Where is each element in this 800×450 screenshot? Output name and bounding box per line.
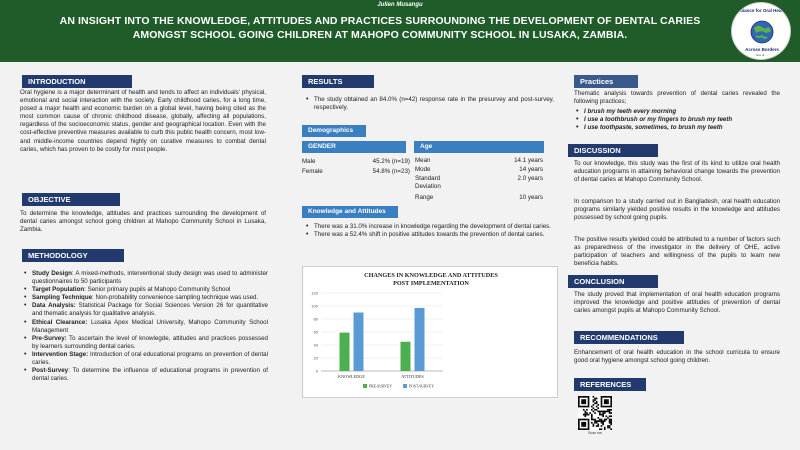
chart-title: CHANGES IN KNOWLEDGE AND ATTITUDES [364, 272, 498, 279]
objective-text: To determine the knowledge, attitudes and practices surrounding the development of dental caries amongst school going children at Mahopo Community School in Lusaka, Zambia. [20, 210, 266, 234]
method-item: • Target Population: Senior primary pupils at Mahopo Community School [24, 286, 268, 294]
conclusion-text: The study proved that implementation of oral health education programs improved the knowledge and positive attitudes of prevention of dental caries amongst pupils at Mahopo Community School. [574, 291, 780, 315]
results-bullet: • The study obtained an 84.0% (n=42) response rate in the presurvey and post-survey, respectively. [306, 96, 554, 112]
method-item: • Ethical Clearance: Lusaka Apex Medical University, Mahopo Community School Management [24, 319, 268, 335]
qr-code-icon [578, 396, 612, 430]
discussion-paragraph-2: In comparison to a study carried out in Bangladesh, oral health education programs similarly yielded positive results in the knowledge and attitudes possessed by school going pupils. [574, 198, 780, 222]
logo-motto: Est. & ... [756, 53, 768, 57]
discussion-paragraph-3: The positive results yielded could be attributed to a number of factors such as preparedness of the investigator in the delivery of OHE, active participation of teachers and willingness of the pupils to learn new beneficia habits. [574, 236, 780, 268]
recommendations-text: Enhancement of oral health education in the school curricula to ensure good oral hygiene amongst school going children. [574, 349, 780, 365]
knowledge-bullet: • There was a 31.0% increase in knowledge regarding the development of dental caries. [306, 223, 554, 231]
y-tick-label: 60 [313, 329, 318, 335]
method-item: • Study Design: A mixed-methods, interventional study design was used to administer questionnaires to 50 participants [24, 270, 268, 286]
introduction-heading: INTRODUCTION [22, 75, 132, 88]
legend-label: POST-SURVEY [409, 384, 435, 389]
references-heading: REFERENCES [574, 378, 646, 391]
qr-label: Scan me [588, 431, 602, 435]
y-tick-label: 120 [311, 290, 318, 296]
y-tick-label: 0 [315, 368, 318, 374]
y-tick-label: 100 [311, 303, 318, 309]
methodology-heading: METHODOLOGY [22, 249, 124, 262]
demographics-heading: Demographics [302, 125, 366, 137]
x-category-label: ATTITUDES [401, 374, 424, 379]
author-name: Julien Musangu [377, 2, 423, 8]
results-list [306, 96, 554, 112]
practice-item: • I use a toothbrush or my fingers to brush my teeth [576, 116, 782, 124]
practice-item: • I use toothpaste, sometimes, to brush my teeth [576, 124, 782, 132]
legend-label: PRE-SURVEY [369, 384, 393, 389]
method-item: • Pre-Survey: To ascertain the level of knowlegde, attitudes and practices possessed by learners surrounding dental caries. [24, 335, 268, 351]
objective-heading: OBJECTIVE [22, 193, 120, 206]
practice-item: • I brush my teeth every morning [576, 108, 782, 116]
age-heading: Age [414, 141, 544, 153]
bar [415, 308, 425, 371]
results-heading: RESULTS [302, 75, 374, 88]
logo-text-top: Alliance for Oral Health [737, 8, 787, 13]
x-category-label: KNOWLEDGE [338, 374, 365, 379]
legend-swatch [403, 384, 407, 388]
legend-swatch [363, 384, 367, 388]
conclusion-heading: CONCLUSION [568, 275, 658, 288]
y-tick-label: 40 [313, 342, 318, 348]
discussion-paragraph-1: To our knowledge, this study was the first of its kind to utilize oral health education programs in attaining behavioral change towards the prevention of dental caries at Mahopo Community School. [574, 160, 780, 184]
gender-heading: GENDER [302, 141, 406, 153]
y-tick-label: 80 [313, 316, 318, 322]
poster-header [0, 0, 800, 62]
bar [401, 342, 411, 371]
introduction-text: Oral hygiene is a major determinant of health and tends to affect an individuals' physical, emotional and social interaction with the society. Early childhood caries, for a long time, posed a major health and economic burden on a global level, having being cited as the most common cause of chronic childhood disease, globally, affecting all populations, regardless of the socioeconomic status, gender and geographical location. Even with the cost-effective preventive measures available to curb this public health concern, most low- and middle-income countries depend highly on curative measures to combat dental caries, which has proven to be costly for most people. [20, 89, 266, 153]
bar [354, 313, 364, 372]
practices-heading: Practices [574, 75, 638, 88]
method-item: • Post-Survey: To determine the influence of educational programs in prevention of dental caries. [24, 367, 268, 383]
recommendations-heading: RECOMMENDATIONS [574, 331, 684, 344]
poster-title: AN INSIGHT INTO THE KNOWLEDGE, ATTITUDES AND PRACTICES SURROUNDING THE DEVELOPMENT OF DENTAL CARIES AMONGST SCHOOL GOING CHILDREN AT MAHOPO COMMUNITY SCHOOL IN LUSAKA, ZAMBIA. [59, 15, 701, 41]
method-item: • Sampling Technique: Non-probability convenience sampling technique was used. [24, 294, 268, 302]
method-item: • Data Analysis: Statistical Package for Social Sciences Version 26 for quantitative and thematic analysis for qualitative analysis. [24, 302, 268, 318]
method-item: • Intervention Stage: Introduction of oral educational programs on prevention of dental caries. [24, 351, 268, 367]
attitudes-bullet: • There was a 52.4% shift in positive attitudes towards the prevention of dental caries. [306, 231, 554, 239]
bar [340, 333, 350, 371]
knowledge-attitudes-list [306, 223, 554, 239]
alliance-logo [731, 2, 791, 60]
methodology-list [24, 270, 268, 383]
y-tick-label: 20 [313, 355, 318, 361]
discussion-heading: DISCUSSION [568, 144, 658, 157]
bar-chart [303, 267, 559, 399]
chart-title: POST IMPLEMENTATION [393, 280, 469, 287]
logo-text-bottom: Across Borders [745, 47, 779, 52]
references-qr-code[interactable] [578, 396, 612, 430]
practices-list [576, 108, 782, 132]
knowledge-attitudes-heading: Knowledge and Attitudes [302, 206, 398, 218]
chart-panel [302, 266, 558, 398]
practices-text: Thematic analysis towards prevention of dental caries revealed the following practices; [574, 90, 780, 106]
